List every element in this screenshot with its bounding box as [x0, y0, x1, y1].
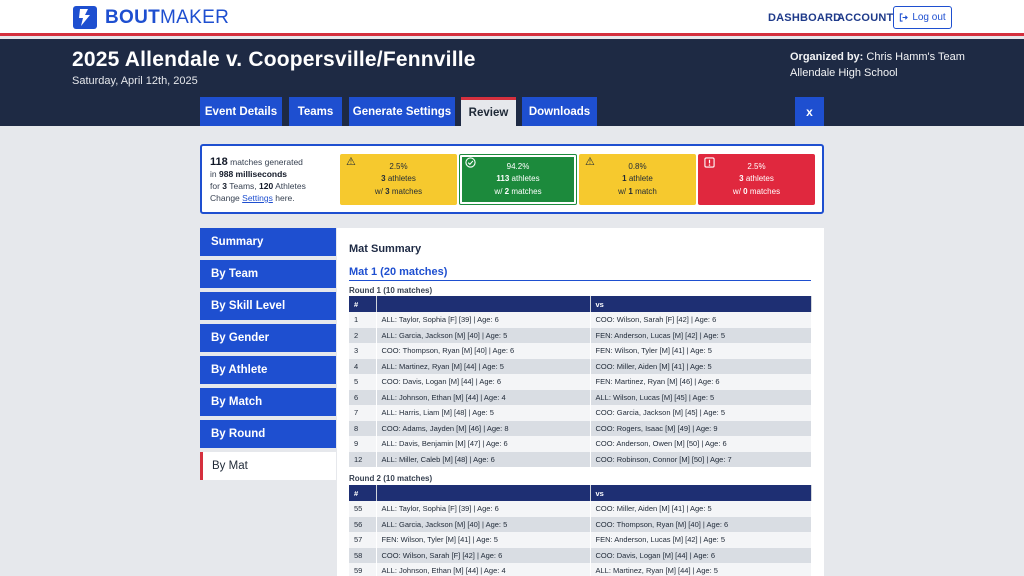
- match-row[interactable]: [349, 405, 811, 421]
- wrestler-1: ALL: Garcia, Jackson [M] [40] | Age: 5: [376, 328, 590, 344]
- match-number: 56: [349, 517, 376, 533]
- organized-label: Organized by:: [790, 51, 864, 63]
- wrestler-1: COO: Wilson, Sarah [F] [42] | Age: 6: [376, 548, 590, 564]
- match-row[interactable]: [349, 390, 811, 406]
- table-header-row: [349, 485, 811, 501]
- match-row[interactable]: [349, 436, 811, 452]
- wrestler-2: COO: Anderson, Owen [M] [50] | Age: 6: [590, 436, 811, 452]
- match-number: 2: [349, 328, 376, 344]
- brand-logo[interactable]: [73, 6, 229, 29]
- match-number: 57: [349, 532, 376, 548]
- organizer-school: Allendale High School: [790, 67, 898, 79]
- tab-downloads[interactable]: Downloads: [522, 97, 597, 126]
- wrestler-2: COO: Robinson, Connor [M] [50] | Age: 7: [590, 452, 811, 468]
- match-number: 1: [349, 312, 376, 328]
- round-2-table: [349, 485, 812, 576]
- match-row[interactable]: [349, 532, 811, 548]
- match-number: 55: [349, 501, 376, 517]
- sidebar-item-by-skill-level[interactable]: By Skill Level: [200, 292, 336, 320]
- wrestler-1: ALL: Johnson, Ethan [M] [44] | Age: 4: [376, 563, 590, 576]
- wrestler-1: COO: Davis, Logan [M] [44] | Age: 6: [376, 374, 590, 390]
- sidebar-item-by-gender[interactable]: By Gender: [200, 324, 336, 352]
- wrestler-2: FEN: Martinez, Ryan [M] [46] | Age: 6: [590, 374, 811, 390]
- stat-box-one-match[interactable]: ⚠ 0.8% 1 athlete w/ 1 match: [579, 154, 696, 205]
- tab-review[interactable]: Review: [461, 97, 516, 126]
- wrestler-2: ALL: Martinez, Ryan [M] [44] | Age: 5: [590, 563, 811, 576]
- logout-icon: [899, 13, 908, 22]
- warning-icon: ⚠: [346, 156, 356, 168]
- wrestler-1: ALL: Taylor, Sophia [F] [39] | Age: 6: [376, 501, 590, 517]
- match-number: 59: [349, 563, 376, 576]
- wrestler-1: ALL: Miller, Caleb [M] [48] | Age: 6: [376, 452, 590, 468]
- wrestler-2: COO: Wilson, Sarah [F] [42] | Age: 6: [590, 312, 811, 328]
- sidebar-item-by-athlete[interactable]: By Athlete: [200, 356, 336, 384]
- match-row[interactable]: [349, 359, 811, 375]
- wrestler-1: ALL: Johnson, Ethan [M] [44] | Age: 4: [376, 390, 590, 406]
- match-number: 9: [349, 436, 376, 452]
- match-row[interactable]: [349, 501, 811, 517]
- sidebar-item-by-match[interactable]: By Match: [200, 388, 336, 416]
- mat-summary-panel: [337, 228, 824, 576]
- match-row[interactable]: [349, 517, 811, 533]
- wrestler-2: COO: Thompson, Ryan [M] [40] | Age: 6: [590, 517, 811, 533]
- logout-button[interactable]: [893, 6, 952, 29]
- column-header: [376, 296, 590, 312]
- close-event-button[interactable]: x: [795, 97, 824, 126]
- match-row[interactable]: [349, 452, 811, 468]
- stat-box-no-matches[interactable]: 2.5% 3 athletes w/ 0 matches: [698, 154, 815, 205]
- settings-link[interactable]: Settings: [242, 193, 273, 203]
- logout-label: Log out: [912, 12, 946, 23]
- match-number: 7: [349, 405, 376, 421]
- wrestler-2: FEN: Wilson, Tyler [M] [41] | Age: 5: [590, 343, 811, 359]
- sidebar-item-by-round[interactable]: By Round: [200, 420, 336, 448]
- check-circle-icon: [465, 157, 476, 171]
- wrestler-2: ALL: Wilson, Lucas [M] [45] | Age: 5: [590, 390, 811, 406]
- column-header: #: [349, 296, 376, 312]
- sidebar-item-by-mat[interactable]: By Mat: [200, 452, 336, 480]
- match-row[interactable]: [349, 343, 811, 359]
- wrestler-2: COO: Garcia, Jackson [M] [45] | Age: 5: [590, 405, 811, 421]
- column-header: #: [349, 485, 376, 501]
- warning-icon: ⚠: [585, 156, 595, 168]
- match-row[interactable]: [349, 374, 811, 390]
- match-number: 8: [349, 421, 376, 437]
- event-header: [0, 39, 1024, 126]
- nav-dashboard-link[interactable]: DASHBOARD: [768, 12, 842, 24]
- match-row[interactable]: [349, 328, 811, 344]
- match-row[interactable]: [349, 548, 811, 564]
- organizer-name: Chris Hamm's Team: [866, 51, 965, 63]
- nav-account-link[interactable]: ACCOUNT: [837, 12, 894, 24]
- event-date: Saturday, April 12th, 2025: [72, 75, 198, 87]
- match-number: 3: [349, 343, 376, 359]
- round-1-table: [349, 296, 812, 467]
- table-header-row: [349, 296, 811, 312]
- match-row[interactable]: [349, 312, 811, 328]
- wrestler-1: FEN: Wilson, Tyler [M] [41] | Age: 5: [376, 532, 590, 548]
- match-number: 6: [349, 390, 376, 406]
- tab-event-details[interactable]: Event Details: [200, 97, 282, 126]
- column-header: vs: [590, 296, 811, 312]
- column-header: vs: [590, 485, 811, 501]
- organizer-info: [790, 49, 965, 81]
- match-row[interactable]: [349, 563, 811, 576]
- tab-teams[interactable]: Teams: [289, 97, 342, 126]
- match-number: 12: [349, 452, 376, 468]
- wrestler-2: COO: Davis, Logan [M] [44] | Age: 6: [590, 548, 811, 564]
- column-header: [376, 485, 590, 501]
- match-number: 58: [349, 548, 376, 564]
- top-navbar: [0, 0, 1024, 36]
- event-title: 2025 Allendale v. Coopersville/Fennville: [72, 48, 476, 71]
- wrestler-1: COO: Thompson, Ryan [M] [40] | Age: 6: [376, 343, 590, 359]
- generation-stats-card: [200, 144, 824, 214]
- wrestler-2: COO: Miller, Aiden [M] [41] | Age: 5: [590, 501, 811, 517]
- sidebar-item-summary[interactable]: Summary: [200, 228, 336, 256]
- wrestler-2: COO: Miller, Aiden [M] [41] | Age: 5: [590, 359, 811, 375]
- match-number: 4: [349, 359, 376, 375]
- wrestler-2: COO: Rogers, Isaac [M] [49] | Age: 9: [590, 421, 811, 437]
- tab-generate-settings[interactable]: Generate Settings: [349, 97, 455, 126]
- wrestler-1: ALL: Martinez, Ryan [M] [44] | Age: 5: [376, 359, 590, 375]
- brand-name: BOUTMAKER: [105, 7, 230, 28]
- generation-summary: 118 matches generated in 988 milliseconds for 3 Teams, 120 Athletes Change Settings here.: [210, 156, 306, 203]
- bolt-logo-icon: [73, 6, 97, 29]
- round-label: Round 1 (10 matches): [349, 286, 433, 295]
- sidebar-item-by-team[interactable]: By Team: [200, 260, 336, 288]
- wrestler-1: ALL: Taylor, Sophia [F] [39] | Age: 6: [376, 312, 590, 328]
- wrestler-2: FEN: Anderson, Lucas [M] [42] | Age: 5: [590, 328, 811, 344]
- wrestler-1: COO: Adams, Jayden [M] [46] | Age: 8: [376, 421, 590, 437]
- stat-box-few-matches[interactable]: ⚠ 2.5% 3 athletes w/ 3 matches: [340, 154, 457, 205]
- wrestler-2: FEN: Anderson, Lucas [M] [42] | Age: 5: [590, 532, 811, 548]
- match-number: 5: [349, 374, 376, 390]
- round-label: Round 2 (10 matches): [349, 474, 433, 483]
- panel-title: Mat Summary: [349, 243, 422, 255]
- mat-title: Mat 1 (20 matches): [349, 266, 811, 281]
- stat-box-target-matches[interactable]: 94.2% 113 athletes w/ 2 matches: [459, 154, 577, 205]
- wrestler-1: ALL: Davis, Benjamin [M] [47] | Age: 6: [376, 436, 590, 452]
- match-row[interactable]: [349, 421, 811, 437]
- wrestler-1: ALL: Garcia, Jackson [M] [40] | Age: 5: [376, 517, 590, 533]
- alert-square-icon: [704, 157, 715, 171]
- wrestler-1: ALL: Harris, Liam [M] [48] | Age: 5: [376, 405, 590, 421]
